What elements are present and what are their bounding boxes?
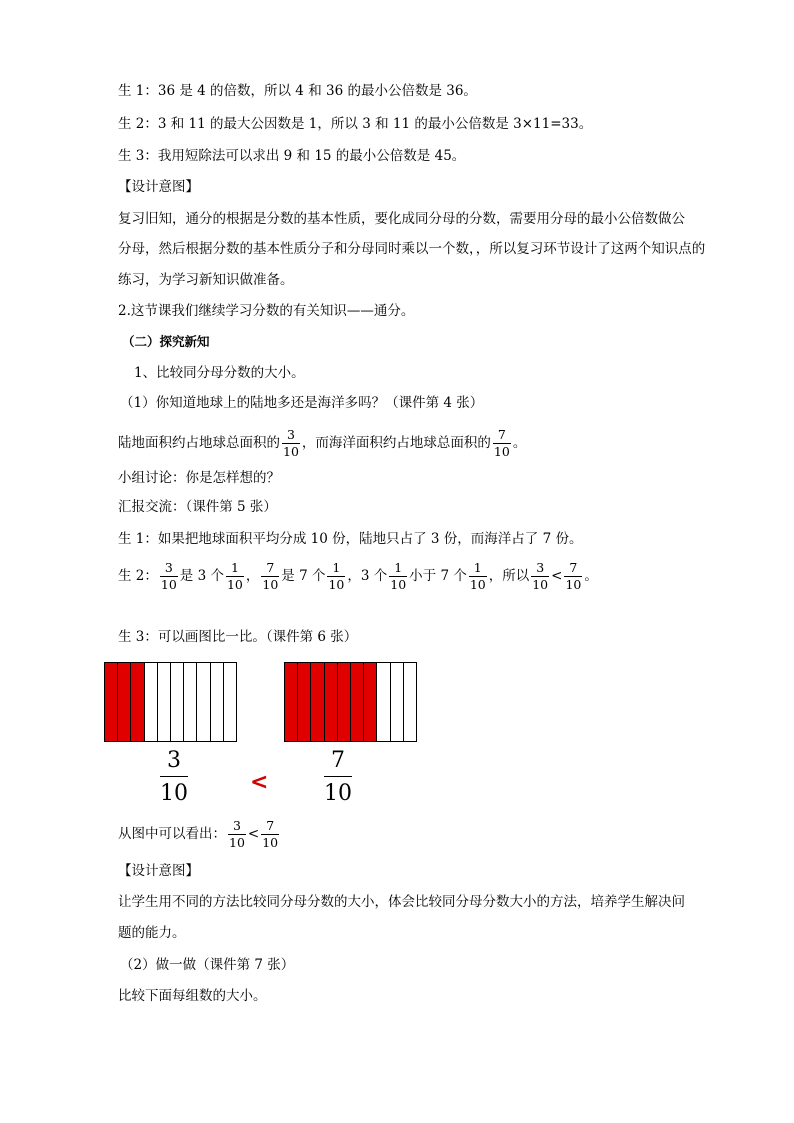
fraction-three-tenths: $\frac{3}{10}$ [283,426,299,459]
design-intent-heading: 【设计意图】 [118,179,199,195]
figure-fraction-seven-tenths: 7 10 [324,748,352,806]
student2-report: 生 2： $\frac{3}{10}$ 是 3 个 $\frac{1}{10}$ ， $\frac{7}{10}$ 是 7 个 $\frac{1}{10}$ ，3 个 $\frac{1}{10}$ 小于 7 个 $\frac{1}{10}$ ，所以 $\frac{3}{10}$ < $\frac{7}{10}$ 。 [118,559,598,592]
student1-report: 生 1：如果把地球面积平均分成 10 份，陆地只占了 3 份，而海洋占了 7 份。 [118,531,583,547]
less-than-symbol: < [250,770,269,795]
design-intent-paragraph2-line1: 让学生用不同的方法比较同分母分数的大小，体会比较同分母分数大小的方法，培养学生解决问 [118,894,685,910]
bar-cell-empty [158,663,171,741]
fraction-one-tenth: $\frac{1}{10}$ [390,559,407,592]
design-intent-heading-2: 【设计意图】 [118,863,199,879]
student3-answer: 生 3：我用短除法可以求出 9 和 15 的最小公倍数是 45。 [118,148,466,164]
bar-cell-empty [145,663,158,741]
bar-cell-empty [184,663,197,741]
group-discussion: 小组讨论：你是怎样想的？ [118,470,280,486]
bar-cell-empty [377,663,390,741]
fraction-one-tenth: $\frac{1}{10}$ [469,559,486,592]
fraction-one-tenth: $\frac{1}{10}$ [328,559,345,592]
design-intent-paragraph-line2: 分母，然后根据分数的基本性质分子和分母同时乘以一个数，，所以复习环节设计了这两个知识点的 [118,241,706,257]
bar-cell-empty [211,663,224,741]
fraction-seven-tenths: $\frac{7}{10}$ [493,426,510,459]
bar-cell-shaded [298,663,311,741]
fraction-three-tenths: $\frac{3}{10}$ [160,559,177,592]
subsection-compare-fractions: 1、比较同分母分数的大小。 [134,365,305,381]
bar-cell-shaded [364,663,377,741]
fraction-three-tenths: $\frac{3}{10}$ [532,559,549,592]
fraction-bar-seven-tenths [284,662,417,742]
question-1: （1）你知道地球上的陆地多还是海洋多吗？（课件第 4 张） [120,395,484,411]
design-intent-paragraph-line3: 练习，为学习新知识做准备。 [118,272,294,288]
fraction-seven-tenths: $\frac{7}{10}$ [262,559,279,592]
bar-cell-shaded [325,663,338,741]
bar-cell-shaded [338,663,351,741]
bar-cell-shaded [105,663,118,741]
fraction-three-tenths: $\frac{3}{10}$ [229,817,245,850]
student1-answer: 生 1：36 是 4 的倍数，所以 4 和 36 的最小公倍数是 36。 [118,83,477,99]
fraction-seven-tenths: $\frac{7}{10}$ [565,559,582,592]
bar-cell-empty [224,663,236,741]
bar-cell-shaded [351,663,364,741]
bar-cell-empty [391,663,404,741]
bar-cell-shaded [285,663,298,741]
design-intent-paragraph2-line2: 题的能力。 [118,925,186,941]
item-2-intro: 2.这节课我们继续学习分数的有关知识——通分。 [118,303,415,319]
fraction-seven-tenths: $\frac{7}{10}$ [262,817,279,850]
compare-instruction: 比较下面每组数的大小。 [118,988,267,1004]
design-intent-paragraph-line1: 复习旧知，通分的根据是分数的基本性质，要化成同分母的分数，需要用分母的最小公倍数做公 [118,211,685,227]
fraction-one-tenth: $\frac{1}{10}$ [226,559,243,592]
figure-conclusion: 从图中可以看出： $\frac{3}{10}$ < $\frac{7}{10}$ [118,817,279,850]
bar-cell-empty [404,663,416,741]
bar-cell-shaded [118,663,131,741]
student2-answer: 生 2：3 和 11 的最大公因数是 1，所以 3 和 11 的最小公倍数是 3×11=33。 [118,116,593,132]
land-ocean-sentence: 陆地面积约占地球总面积的 $\frac{3}{10}$ ，而海洋面积约占地球总面积的 $\frac{7}{10}$ 。 [118,426,527,459]
bar-cell-empty [197,663,210,741]
report-exchange: 汇报交流：（课件第 5 张） [118,499,277,515]
bar-cell-shaded [131,663,144,741]
figure-fraction-three-tenths: 3 10 [160,748,188,806]
bar-cell-shaded [311,663,324,741]
fraction-bar-three-tenths [104,662,237,742]
bar-cell-empty [171,663,184,741]
student3-report: 生 3：可以画图比一比。（课件第 6 张） [118,629,358,645]
question-2: （2）做一做（课件第 7 张） [120,957,295,973]
section-heading-explore: （二）探究新知 [122,334,210,349]
